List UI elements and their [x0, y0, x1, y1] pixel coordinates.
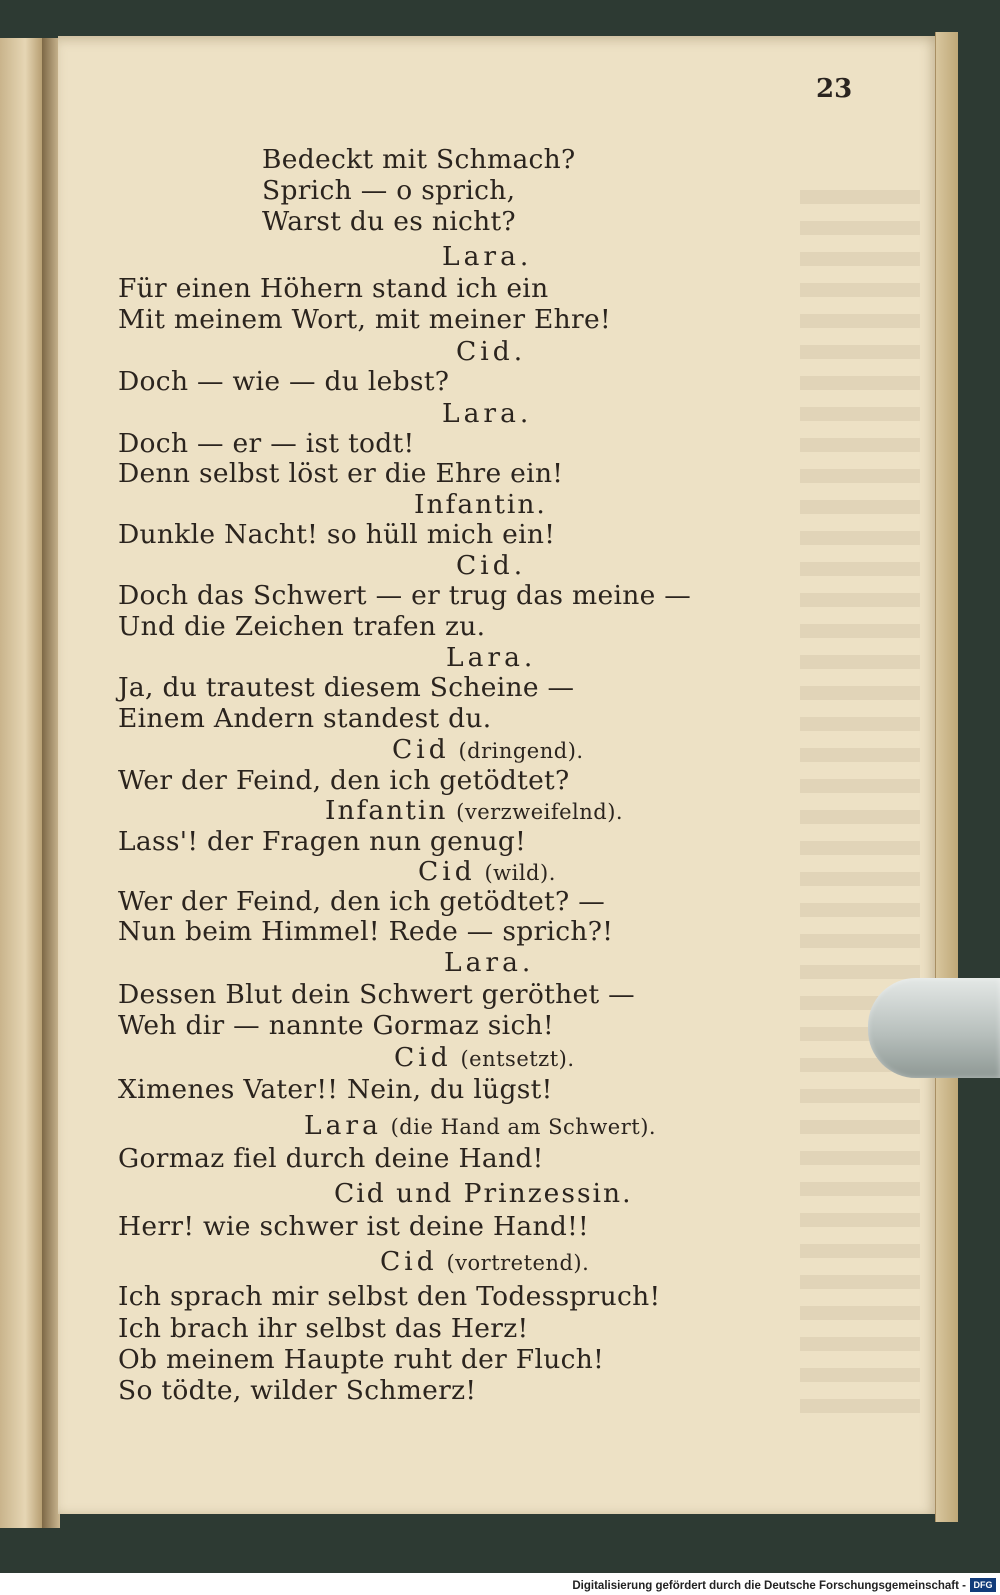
verse-line: Wer der Feind, den ich getödtet?: [118, 765, 570, 796]
speaker-name: Lara.: [442, 398, 533, 429]
speaker-name: Lara.: [446, 642, 537, 673]
stage-direction: (die Hand am Schwert).: [390, 1115, 657, 1139]
page-number: 23: [816, 74, 853, 104]
speaker-name: Infantin.: [414, 489, 547, 520]
verse-line: Einem Andern standest du.: [118, 703, 492, 734]
verse-line: Doch — wie — du lebst?: [118, 366, 450, 397]
dfg-logo: DFG: [970, 1578, 996, 1592]
verse-line: Ja, du trautest diesem Scheine —: [118, 672, 575, 703]
clip-tab: [868, 978, 1000, 1078]
speaker-name: Cid und Prinzessin.: [334, 1178, 633, 1209]
verse-line: Dessen Blut dein Schwert geröthet —: [118, 979, 635, 1010]
verse-line: Weh dir — nannte Gormaz sich!: [118, 1010, 554, 1041]
speaker-line: [304, 1110, 656, 1141]
left-page-edge: [0, 38, 44, 1528]
speaker-name: Lara.: [442, 241, 533, 272]
verse-line: Dunkle Nacht! so hüll mich ein!: [118, 519, 556, 550]
speaker-line: [325, 795, 623, 826]
verse-line: Nun beim Himmel! Rede — sprich?!: [118, 916, 614, 947]
speaker-name: Cid: [380, 1246, 438, 1277]
speaker-name: Cid.: [456, 336, 527, 367]
stage-direction: (wild).: [484, 861, 556, 885]
verse-line: Wer der Feind, den ich getödtet? —: [118, 886, 606, 917]
verse-line: Ich sprach mir selbst den Todesspruch!: [118, 1281, 661, 1312]
speaker-name: Cid: [418, 856, 476, 887]
show-through-text: [800, 190, 920, 1430]
verse-line: Und die Zeichen trafen zu.: [118, 611, 486, 642]
speaker-line: [394, 1042, 575, 1073]
stage-direction: (dringend).: [458, 739, 584, 763]
stage-direction: (entsetzt).: [460, 1047, 575, 1071]
digitization-credit: Digitalisierung gefördert durch die Deutsche Forschungsgemeinschaft -: [572, 1580, 966, 1592]
speaker-name: Lara: [304, 1110, 382, 1141]
verse-line: Denn selbst löst er die Ehre ein!: [118, 458, 564, 489]
speaker-line: [380, 1246, 589, 1277]
verse-line: Sprich — o sprich,: [262, 175, 516, 206]
speaker-line: [418, 856, 556, 887]
stage-direction: (verzweifelnd).: [456, 800, 624, 824]
speaker-name: Cid.: [456, 550, 527, 581]
verse-line: Für einen Höhern stand ich ein: [118, 273, 549, 304]
verse-line: Ximenes Vater!! Nein, du lügst!: [118, 1074, 553, 1105]
stage-direction: (vortretend).: [446, 1251, 590, 1275]
verse-line: Doch das Schwert — er trug das meine —: [118, 580, 692, 611]
speaker-name: Lara.: [444, 947, 535, 978]
footer-bar: [0, 1573, 1000, 1595]
speaker-name: Cid: [394, 1042, 452, 1073]
verse-line: Ich brach ihr selbst das Herz!: [118, 1313, 529, 1344]
verse-line: So tödte, wilder Schmerz!: [118, 1375, 477, 1406]
verse-line: Bedeckt mit Schmach?: [262, 144, 576, 175]
verse-line: Gormaz fiel durch deine Hand!: [118, 1143, 544, 1174]
verse-line: Doch — er — ist todt!: [118, 428, 415, 459]
verse-line: Herr! wie schwer ist deine Hand!!: [118, 1211, 590, 1242]
verse-line: Mit meinem Wort, mit meiner Ehre!: [118, 304, 611, 335]
verse-line: Warst du es nicht?: [262, 206, 516, 237]
speaker-name: Cid: [392, 734, 450, 765]
verse-line: Ob meinem Haupte ruht der Fluch!: [118, 1344, 605, 1375]
page-stack-edge: [935, 32, 958, 1522]
speaker-line: [392, 734, 584, 765]
speaker-name: Infantin: [325, 795, 448, 826]
verse-line: Lass'! der Fragen nun genug!: [118, 826, 527, 857]
